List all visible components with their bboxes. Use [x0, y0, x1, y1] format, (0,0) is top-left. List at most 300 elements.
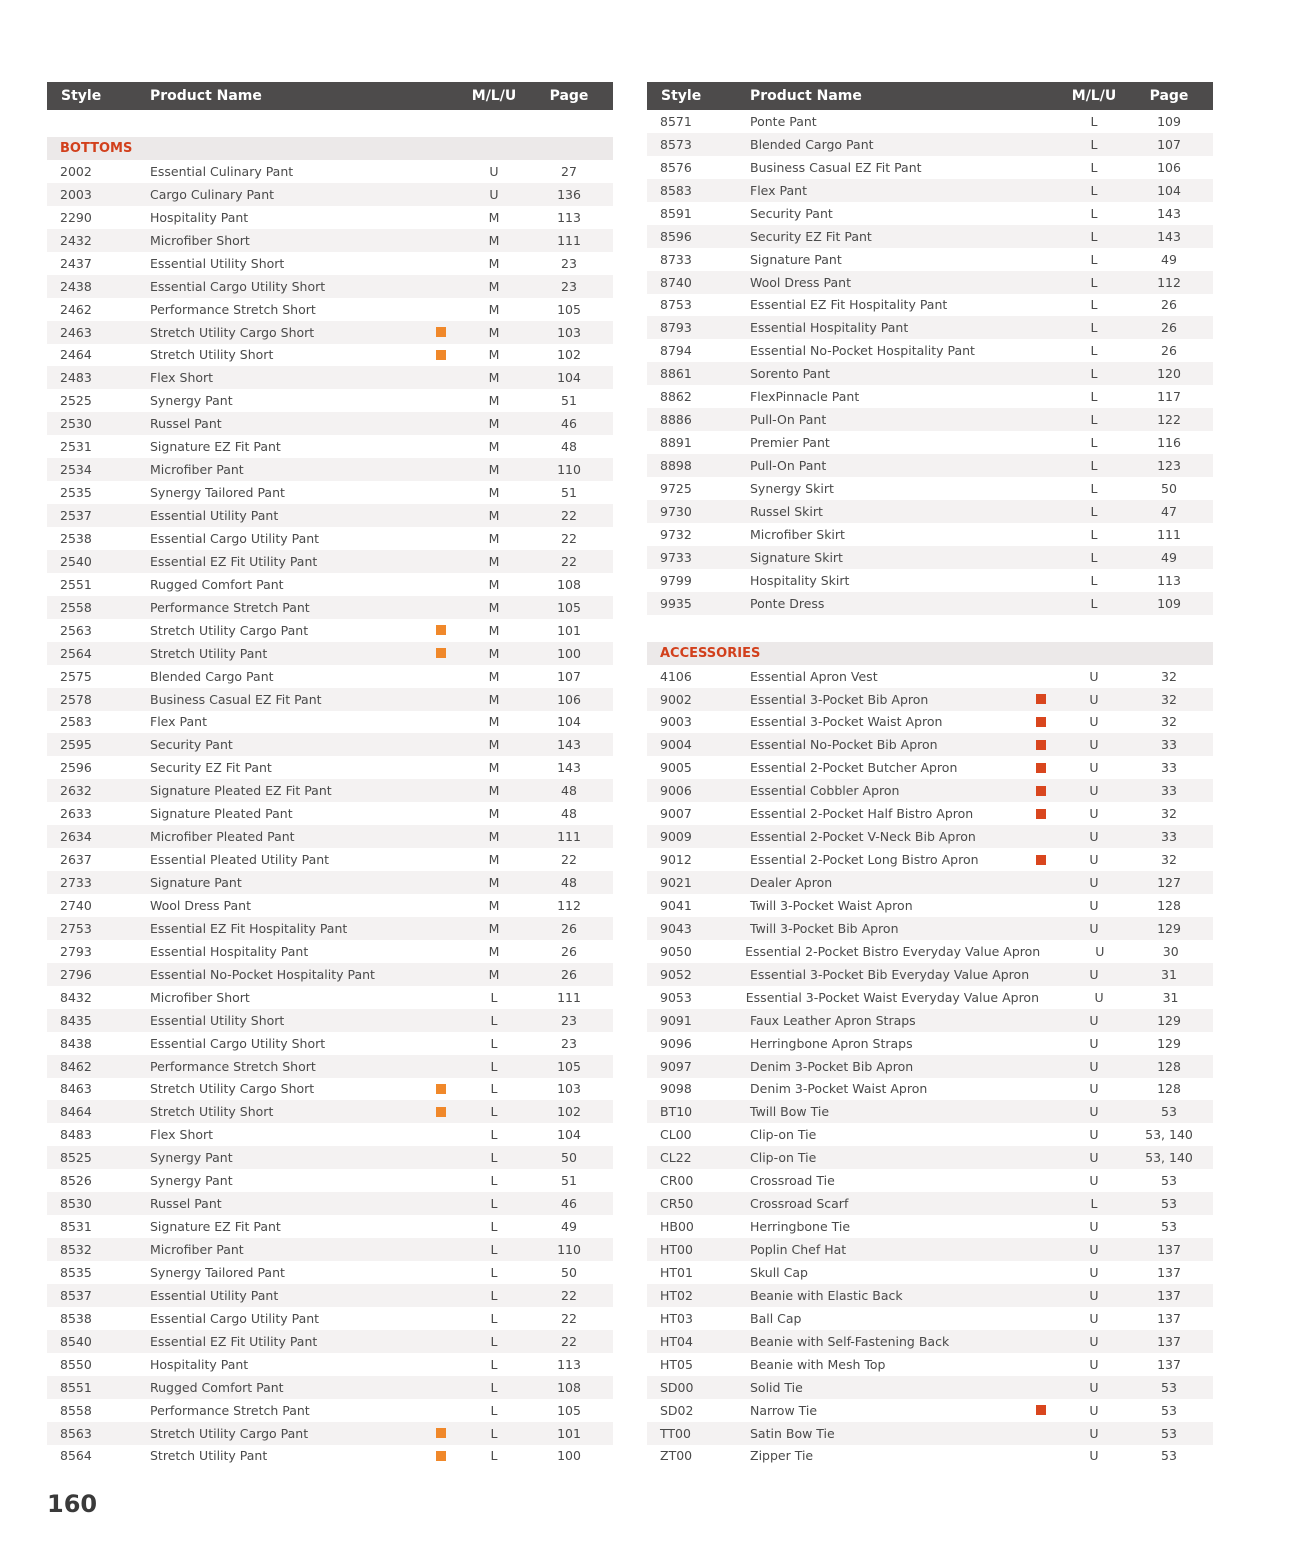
orange-square-icon: [1036, 855, 1046, 865]
table-row: [647, 133, 1213, 156]
page-ref: 143: [557, 737, 581, 753]
product-name: Narrow Tie: [750, 1402, 818, 1418]
page-ref: 108: [557, 576, 581, 592]
page-ref: 23: [561, 1035, 577, 1051]
fit-code: M: [488, 439, 500, 455]
product-name: Essential 3-Pocket Waist Apron: [750, 714, 943, 730]
style-code: SD02: [660, 1402, 694, 1418]
page-ref: 22: [561, 530, 577, 546]
page-ref: 103: [557, 1081, 581, 1097]
table-row: [47, 481, 613, 504]
table-row: [647, 271, 1213, 294]
page-ref: 26: [1161, 343, 1177, 359]
orange-square-icon: [1036, 694, 1046, 704]
product-name: Rugged Comfort Pant: [150, 576, 284, 592]
style-code: 8591: [660, 205, 692, 221]
page-ref: 128: [1157, 1058, 1181, 1074]
product-name: Ponte Dress: [750, 595, 825, 611]
marker-cell: [431, 1107, 451, 1117]
style-code: 4106: [660, 668, 692, 684]
fit-code: U: [489, 186, 499, 202]
style-code: HT01: [660, 1264, 693, 1280]
fit-code: U: [1089, 1310, 1099, 1326]
page-ref: 105: [557, 1058, 581, 1074]
page-ref: 120: [1157, 366, 1181, 382]
product-name: Essential Culinary Pant: [150, 163, 294, 179]
fit-code: L: [490, 1104, 498, 1120]
page-ref: 137: [1157, 1242, 1181, 1258]
style-code: 2578: [60, 691, 92, 707]
fit-code: M: [488, 324, 500, 340]
product-name: Twill 3-Pocket Bib Apron: [750, 920, 899, 936]
product-name: Essential Cargo Utility Short: [150, 278, 326, 294]
page-ref: 109: [1157, 113, 1181, 129]
style-code: 2002: [60, 163, 92, 179]
fit-code: L: [1090, 503, 1098, 519]
table-row: [47, 1284, 613, 1307]
table-row: [647, 1009, 1213, 1032]
table-row: [647, 1376, 1213, 1399]
page-ref: 104: [557, 370, 581, 386]
product-name: Skull Cap: [750, 1264, 808, 1280]
table-row: [47, 344, 613, 367]
product-name: Performance Stretch Short: [150, 1058, 316, 1074]
fit-code: M: [488, 920, 500, 936]
style-code: 8462: [60, 1058, 92, 1074]
product-name: Essential Pleated Utility Pant: [150, 852, 330, 868]
page-ref: 100: [557, 645, 581, 661]
product-name: Signature Pant: [750, 251, 842, 267]
product-name: Solid Tie: [750, 1379, 803, 1395]
table-row: [47, 1261, 613, 1284]
fit-code: M: [488, 875, 500, 891]
fit-code: L: [490, 1035, 498, 1051]
product-name: Essential 3-Pocket Waist Everyday Value Apron: [745, 989, 1040, 1005]
style-code: 8891: [660, 435, 692, 451]
fit-code: M: [488, 714, 500, 730]
product-name: Essential EZ Fit Hospitality Pant: [150, 920, 348, 936]
fit-code: M: [488, 485, 500, 501]
page-ref: 116: [1157, 435, 1181, 451]
table-row: [47, 1238, 613, 1261]
orange-square-icon: [436, 648, 446, 658]
page-ref: 53, 140: [1145, 1127, 1193, 1143]
style-code: 2558: [60, 599, 92, 615]
product-name: Essential Cargo Utility Pant: [150, 1310, 320, 1326]
fit-code: U: [1089, 1333, 1099, 1349]
style-code: 2583: [60, 714, 92, 730]
fit-code: L: [490, 1356, 498, 1372]
table-row: [647, 202, 1213, 225]
page-ref: 53: [1161, 1104, 1177, 1120]
table-row: [47, 1055, 613, 1078]
table-row: [647, 1192, 1213, 1215]
style-code: 9053: [660, 989, 692, 1005]
table-row: [47, 642, 613, 665]
table-row: [47, 1169, 613, 1192]
table-row: [47, 1330, 613, 1353]
product-name: Blended Cargo Pant: [750, 136, 874, 152]
style-code: 8530: [60, 1196, 92, 1212]
style-code: 8540: [60, 1333, 92, 1349]
page-ref: 137: [1157, 1287, 1181, 1303]
style-code: 2563: [60, 622, 92, 638]
fit-code: M: [488, 232, 500, 248]
product-name: Security EZ Fit Pant: [150, 760, 272, 776]
marker-cell: [431, 1084, 451, 1094]
product-name: Dealer Apron: [750, 875, 833, 891]
product-name: Twill Bow Tie: [750, 1104, 830, 1120]
fit-code: U: [1089, 1448, 1099, 1464]
page-ref: 26: [561, 943, 577, 959]
page-ref: 113: [1157, 572, 1181, 588]
table-row: [647, 1123, 1213, 1146]
style-code: 2564: [60, 645, 92, 661]
page-ref: 27: [561, 163, 577, 179]
table-row: [47, 550, 613, 573]
product-name: Stretch Utility Short: [150, 347, 274, 363]
fit-code: L: [1090, 526, 1098, 542]
fit-code: L: [490, 1264, 498, 1280]
table-row: [647, 756, 1213, 779]
page-ref: 32: [1161, 668, 1177, 684]
page-ref: 23: [561, 1012, 577, 1028]
orange-square-icon: [436, 1084, 446, 1094]
table-row: [647, 1238, 1213, 1261]
style-code: 9091: [660, 1012, 692, 1028]
table-row: [647, 940, 1213, 963]
fit-code: M: [488, 508, 500, 524]
style-code: 2530: [60, 416, 92, 432]
fit-code: L: [490, 1196, 498, 1212]
style-code: 8794: [660, 343, 692, 359]
fit-code: U: [1089, 1104, 1099, 1120]
product-name: Stretch Utility Pant: [150, 1448, 268, 1464]
orange-square-icon: [436, 350, 446, 360]
page-ref: 105: [557, 1402, 581, 1418]
style-code: HT02: [660, 1287, 693, 1303]
marker-cell: [431, 327, 451, 337]
product-name: Synergy Pant: [150, 393, 233, 409]
style-code: 8432: [60, 989, 92, 1005]
product-name: Hospitality Pant: [150, 209, 249, 225]
fit-code: L: [1090, 297, 1098, 313]
page-ref: 101: [557, 1425, 581, 1441]
style-code: 2537: [60, 508, 92, 524]
product-name: Microfiber Pleated Pant: [150, 829, 295, 845]
style-code: CL22: [660, 1150, 692, 1166]
product-name: Pull-On Pant: [750, 412, 827, 428]
product-name: Essential Cobbler Apron: [750, 783, 900, 799]
style-code: 2551: [60, 576, 92, 592]
style-code: 8862: [660, 389, 692, 405]
orange-square-icon: [436, 1428, 446, 1438]
style-code: 9009: [660, 829, 692, 845]
marker-cell: [1031, 763, 1051, 773]
page-ref: 33: [1161, 829, 1177, 845]
product-name: Rugged Comfort Pant: [150, 1379, 284, 1395]
style-code: 8563: [60, 1425, 92, 1441]
page-ref: 127: [1157, 875, 1181, 891]
page-ref: 53: [1161, 1425, 1177, 1441]
fit-code: L: [1090, 572, 1098, 588]
page-ref: 33: [1161, 760, 1177, 776]
table-row: [647, 523, 1213, 546]
fit-code: M: [488, 691, 500, 707]
style-code: HT04: [660, 1333, 693, 1349]
fit-code: L: [1090, 182, 1098, 198]
bottoms-continued-rows: [647, 110, 1213, 615]
product-name: Microfiber Short: [150, 232, 250, 248]
fit-code: L: [1090, 366, 1098, 382]
style-code: 8532: [60, 1242, 92, 1258]
page-ref: 137: [1157, 1333, 1181, 1349]
style-code: 8531: [60, 1219, 92, 1235]
style-code: HT00: [660, 1242, 693, 1258]
style-code: 8525: [60, 1150, 92, 1166]
page-ref: 22: [561, 852, 577, 868]
table-row: [47, 1032, 613, 1055]
product-name: Flex Short: [150, 1127, 214, 1143]
style-code: 9733: [660, 549, 692, 565]
header-style: Style: [61, 88, 102, 104]
style-code: 9043: [660, 920, 692, 936]
product-name: Clip-on Tie: [750, 1150, 817, 1166]
page-ref: 137: [1157, 1310, 1181, 1326]
table-row: [47, 917, 613, 940]
fit-code: U: [1089, 714, 1099, 730]
page-ref: 53: [1161, 1448, 1177, 1464]
style-code: 2796: [60, 966, 92, 982]
page-ref: 105: [557, 301, 581, 317]
product-name: Essential 3-Pocket Bib Apron: [750, 691, 929, 707]
fit-code: U: [1094, 989, 1104, 1005]
page-ref: 105: [557, 599, 581, 615]
table-row: [47, 458, 613, 481]
fit-code: M: [488, 943, 500, 959]
product-name: Essential Cargo Utility Pant: [150, 530, 320, 546]
style-code: 9007: [660, 806, 692, 822]
page-ref: 48: [561, 783, 577, 799]
product-name: Ball Cap: [750, 1310, 802, 1326]
page-ref: 32: [1161, 806, 1177, 822]
style-code: 9021: [660, 875, 692, 891]
table-row: [647, 179, 1213, 202]
style-code: 2632: [60, 783, 92, 799]
fit-code: M: [488, 393, 500, 409]
page-ref: 26: [561, 920, 577, 936]
table-row: [647, 316, 1213, 339]
page-ref: 143: [557, 760, 581, 776]
product-name: Essential 3-Pocket Bib Everyday Value Apron: [750, 966, 1030, 982]
product-name: Essential 2-Pocket V-Neck Bib Apron: [750, 829, 976, 845]
table-row: [47, 229, 613, 252]
fit-code: U: [1089, 1127, 1099, 1143]
table-row: [47, 1078, 613, 1101]
style-code: 9935: [660, 595, 692, 611]
fit-code: L: [1090, 136, 1098, 152]
product-name: Essential Utility Short: [150, 255, 285, 271]
left-table: [47, 82, 613, 1467]
product-name: Stretch Utility Cargo Pant: [150, 1425, 309, 1441]
header-product-name: Product Name: [150, 88, 262, 104]
table-row: [47, 1009, 613, 1032]
fit-code: M: [488, 255, 500, 271]
style-code: HT05: [660, 1356, 693, 1372]
style-code: CL00: [660, 1127, 692, 1143]
product-name: Essential Utility Pant: [150, 508, 279, 524]
table-row: [647, 711, 1213, 734]
table-row: [647, 733, 1213, 756]
product-name: Security EZ Fit Pant: [750, 228, 872, 244]
product-name: Russel Pant: [150, 416, 222, 432]
style-code: 8537: [60, 1287, 92, 1303]
table-row: [47, 1215, 613, 1238]
page-ref: 46: [561, 1196, 577, 1212]
page-ref: 33: [1161, 783, 1177, 799]
style-code: 9097: [660, 1058, 692, 1074]
table-row: [647, 477, 1213, 500]
fit-code: M: [488, 806, 500, 822]
page-ref: 101: [557, 622, 581, 638]
table-row: [47, 412, 613, 435]
product-name: Ponte Pant: [750, 113, 817, 129]
style-code: 2525: [60, 393, 92, 409]
style-code: 9725: [660, 480, 692, 496]
table-row: [47, 160, 613, 183]
page-ref: 102: [557, 347, 581, 363]
fit-code: M: [488, 347, 500, 363]
style-code: 8733: [660, 251, 692, 267]
product-name: Essential No-Pocket Hospitality Pant: [150, 966, 375, 982]
fit-code: U: [1089, 737, 1099, 753]
fit-code: U: [1089, 806, 1099, 822]
product-name: Stretch Utility Short: [150, 1104, 274, 1120]
style-code: 9006: [660, 783, 692, 799]
table-row: [47, 848, 613, 871]
marker-cell: [1031, 786, 1051, 796]
table-row: [647, 1055, 1213, 1078]
product-name: Essential Hospitality Pant: [150, 943, 309, 959]
fit-code: U: [1089, 760, 1099, 776]
marker-cell: [1031, 809, 1051, 819]
page-ref: 49: [1161, 251, 1177, 267]
product-name: Herringbone Tie: [750, 1219, 851, 1235]
style-code: 9732: [660, 526, 692, 542]
product-name: Stretch Utility Cargo Pant: [150, 622, 309, 638]
page-ref: 22: [561, 1287, 577, 1303]
page-ref: 31: [1162, 989, 1179, 1005]
style-code: 8753: [660, 297, 692, 313]
page-ref: 107: [557, 668, 581, 684]
table-row: [47, 1376, 613, 1399]
product-name: Signature Pant: [150, 875, 242, 891]
marker-cell: [431, 648, 451, 658]
fit-code: U: [1089, 966, 1099, 982]
product-name: Performance Stretch Pant: [150, 1402, 310, 1418]
product-name: Signature Skirt: [750, 549, 843, 565]
product-name: Synergy Tailored Pant: [150, 1264, 285, 1280]
style-code: 2540: [60, 553, 92, 569]
style-code: SD00: [660, 1379, 694, 1395]
table-header: [47, 82, 613, 110]
fit-code: L: [1090, 389, 1098, 405]
fit-code: M: [488, 530, 500, 546]
page-ref: 23: [561, 278, 577, 294]
page-ref: 32: [1161, 714, 1177, 730]
fit-code: L: [1090, 435, 1098, 451]
product-name: Crossroad Tie: [750, 1173, 835, 1189]
product-name: Essential EZ Fit Utility Pant: [150, 1333, 318, 1349]
page-ref: 32: [1161, 691, 1177, 707]
page-ref: 50: [561, 1150, 577, 1166]
table-row: [647, 1330, 1213, 1353]
page-ref: 48: [561, 806, 577, 822]
product-name: Business Casual EZ Fit Pant: [150, 691, 322, 707]
fit-code: M: [488, 622, 500, 638]
fit-code: L: [1090, 549, 1098, 565]
page-ref: 104: [1157, 182, 1181, 198]
product-name: Essential 2-Pocket Long Bistro Apron: [750, 852, 979, 868]
table-row: [47, 435, 613, 458]
table-row: [47, 1399, 613, 1422]
page-ref: 26: [1161, 297, 1177, 313]
table-row: [647, 1422, 1213, 1445]
marker-cell: [1031, 740, 1051, 750]
page-ref: 113: [557, 209, 581, 225]
style-code: 8550: [60, 1356, 92, 1372]
page-ref: 53: [1161, 1196, 1177, 1212]
table-row: [647, 802, 1213, 825]
product-name: Microfiber Skirt: [750, 526, 845, 542]
page-ref: 103: [557, 324, 581, 340]
table-row: [647, 248, 1213, 271]
fit-code: M: [488, 668, 500, 684]
table-row: [47, 1353, 613, 1376]
fit-code: L: [490, 1173, 498, 1189]
fit-code: L: [1090, 458, 1098, 474]
fit-code: M: [488, 278, 500, 294]
fit-code: M: [488, 301, 500, 317]
fit-code: U: [1089, 1058, 1099, 1074]
style-code: 9799: [660, 572, 692, 588]
page-ref: 49: [561, 1219, 577, 1235]
table-row: [47, 298, 613, 321]
page-ref: 22: [561, 553, 577, 569]
header-mlu: M/L/U: [471, 88, 517, 104]
page-ref: 53, 140: [1145, 1150, 1193, 1166]
table-row: [47, 1100, 613, 1123]
style-code: 8435: [60, 1012, 92, 1028]
fit-code: U: [1095, 943, 1105, 959]
page-ref: 50: [561, 1264, 577, 1280]
page-ref: 49: [1161, 549, 1177, 565]
style-code: 8740: [660, 274, 692, 290]
table-row: [47, 802, 613, 825]
product-name: Stretch Utility Pant: [150, 645, 268, 661]
table-row: [647, 110, 1213, 133]
fit-code: U: [489, 163, 499, 179]
fit-code: M: [488, 416, 500, 432]
style-code: 2740: [60, 897, 92, 913]
style-code: 9002: [660, 691, 692, 707]
page-ref: 109: [1157, 595, 1181, 611]
product-name: Business Casual EZ Fit Pant: [750, 159, 922, 175]
table-row: [647, 156, 1213, 179]
product-name: Microfiber Short: [150, 989, 250, 1005]
table-row: [47, 779, 613, 802]
fit-code: L: [1090, 251, 1098, 267]
